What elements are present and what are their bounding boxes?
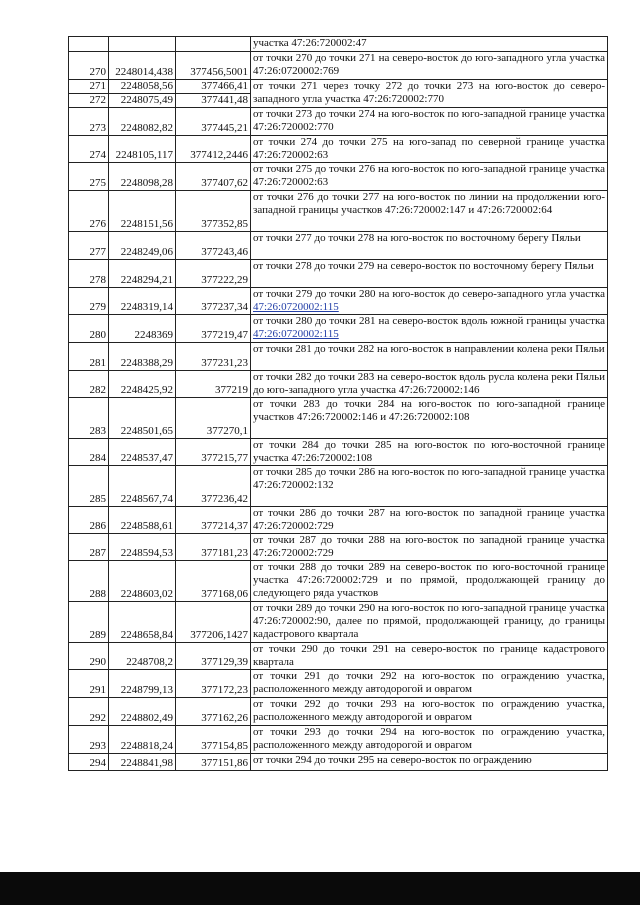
point-number: 275 — [69, 163, 109, 191]
description-text: от точки 278 до точки 279 на северо-восток по восточному берегу Пяльи — [253, 260, 594, 272]
boundary-description — [251, 232, 608, 260]
description-text: участка 47:26:720002:47 — [253, 37, 367, 49]
table-row — [69, 163, 608, 191]
y-coordinate: 377456,5001 — [176, 52, 251, 80]
x-coordinate: 2248014,438 — [109, 52, 176, 80]
point-number: 274 — [69, 136, 109, 163]
x-coordinate: 2248603,02 — [109, 561, 176, 602]
point-number: 272 — [69, 94, 109, 108]
description-text: от точки 293 до точки 294 на юго-восток по ограждению участка, расположенного между автодорогой и оврагом — [253, 726, 605, 751]
y-coordinate: 377222,29 — [176, 260, 251, 288]
point-number: 279 — [69, 288, 109, 315]
description-text: от точки 284 до точки 285 на юго-восток по юго-восточной границе участка 47:26:720002:108 — [253, 439, 605, 464]
description-text: от точки 280 до точки 281 на северо-восток вдоль южной границы участка — [253, 315, 605, 327]
y-coordinate: 377215,77 — [176, 439, 251, 466]
x-coordinate: 2248388,29 — [109, 343, 176, 371]
description-text: от точки 288 до точки 289 на северо-восток по юго-восточной границе участка 47:26:720002:729 и по прямой, продолжающей границу до следующего ряда участков — [253, 561, 605, 599]
y-coordinate: 377162,26 — [176, 698, 251, 726]
x-coordinate: 2248369 — [109, 315, 176, 343]
boundary-description — [251, 439, 608, 466]
description-text: от точки 291 до точки 292 на юго-восток по ограждению участка, расположенного между автодорогой и оврагом — [253, 670, 605, 695]
description-text: от точки 271 через точку 272 до точки 273 на юго-восток до северо-западного угла участка 47:26:720002:770 — [253, 80, 605, 105]
x-coordinate: 2248708,2 — [109, 643, 176, 670]
boundary-description — [251, 37, 608, 52]
y-coordinate: 377445,21 — [176, 108, 251, 136]
cadastral-link[interactable]: 47:26:0720002:115 — [253, 301, 339, 313]
x-coordinate: 2248841,98 — [109, 754, 176, 771]
x-coordinate: 2248105,117 — [109, 136, 176, 163]
y-coordinate: 377214,37 — [176, 507, 251, 534]
boundary-description — [251, 754, 608, 771]
boundary-description — [251, 698, 608, 726]
point-number: 271 — [69, 80, 109, 94]
description-text: от точки 294 до точки 295 на северо-восток по ограждению — [253, 754, 532, 766]
description-text: от точки 286 до точки 287 на юго-восток по западной границе участка 47:26:720002:729 — [253, 507, 605, 532]
table-row — [69, 343, 608, 371]
y-coordinate: 377243,46 — [176, 232, 251, 260]
table-row — [69, 643, 608, 670]
boundary-description — [251, 343, 608, 371]
y-coordinate: 377441,48 — [176, 94, 251, 108]
y-coordinate: 377407,62 — [176, 163, 251, 191]
point-number: 280 — [69, 315, 109, 343]
point-number: 276 — [69, 191, 109, 232]
scan-bottom-edge — [0, 872, 640, 905]
x-coordinate: 2248098,28 — [109, 163, 176, 191]
x-coordinate: 2248799,13 — [109, 670, 176, 698]
point-number: 278 — [69, 260, 109, 288]
boundary-points-table — [68, 36, 608, 771]
boundary-description — [251, 136, 608, 163]
table-row — [69, 37, 608, 52]
table-row — [69, 288, 608, 315]
x-coordinate — [109, 37, 176, 52]
table-row — [69, 439, 608, 466]
boundary-description — [251, 371, 608, 398]
cadastral-link[interactable]: 47:26:0720002:115 — [253, 328, 339, 340]
y-coordinate: 377412,2446 — [176, 136, 251, 163]
description-text: от точки 274 до точки 275 на юго-запад по северной границе участка 47:26:720002:63 — [253, 136, 605, 161]
x-coordinate: 2248082,82 — [109, 108, 176, 136]
table-row — [69, 52, 608, 80]
description-text: от точки 282 до точки 283 на северо-восток вдоль русла колена реки Пяльи до юго-западного угла участка 47:26:720002:146 — [253, 371, 605, 396]
description-text: от точки 276 до точки 277 на юго-восток по линии на продолжении юго-западной границы участков 47:26:720002:147 и 47:26:720002:64 — [253, 191, 605, 216]
y-coordinate: 377466,41 — [176, 80, 251, 94]
description-text: от точки 290 до точки 291 на северо-восток по границе кадастрового квартала — [253, 643, 605, 668]
y-coordinate: 377154,85 — [176, 726, 251, 754]
boundary-description — [251, 191, 608, 232]
boundary-description — [251, 315, 608, 343]
boundary-description — [251, 602, 608, 643]
point-number: 277 — [69, 232, 109, 260]
description-text: от точки 270 до точки 271 на северо-восток до юго-западного угла участка 47:26:0720002:769 — [253, 52, 605, 77]
point-number: 281 — [69, 343, 109, 371]
table-row — [69, 80, 608, 94]
point-number: 283 — [69, 398, 109, 439]
y-coordinate: 377219,47 — [176, 315, 251, 343]
x-coordinate: 2248151,56 — [109, 191, 176, 232]
table-row — [69, 108, 608, 136]
point-number: 273 — [69, 108, 109, 136]
description-text: от точки 281 до точки 282 на юго-восток в направлении колена реки Пяльи — [253, 343, 605, 355]
y-coordinate: 377206,1427 — [176, 602, 251, 643]
y-coordinate: 377181,23 — [176, 534, 251, 561]
boundary-description — [251, 52, 608, 80]
table-row — [69, 191, 608, 232]
description-text: от точки 273 до точки 274 на юго-восток по юго-западной границе участка 47:26:720002:770 — [253, 108, 605, 133]
point-number: 282 — [69, 371, 109, 398]
table-row — [69, 602, 608, 643]
x-coordinate: 2248249,06 — [109, 232, 176, 260]
table-row — [69, 136, 608, 163]
description-text: от точки 277 до точки 278 на юго-восток по восточному берегу Пяльи — [253, 232, 581, 244]
boundary-description — [251, 670, 608, 698]
table-row — [69, 371, 608, 398]
table-row — [69, 232, 608, 260]
point-number: 286 — [69, 507, 109, 534]
x-coordinate: 2248594,53 — [109, 534, 176, 561]
point-number: 290 — [69, 643, 109, 670]
x-coordinate: 2248567,74 — [109, 466, 176, 507]
y-coordinate: 377231,23 — [176, 343, 251, 371]
description-text: от точки 279 до точки 280 на юго-восток до северо-западного угла участка — [253, 288, 605, 300]
boundary-description — [251, 643, 608, 670]
boundary-description — [251, 108, 608, 136]
x-coordinate: 2248425,92 — [109, 371, 176, 398]
table-row — [69, 754, 608, 771]
point-number: 287 — [69, 534, 109, 561]
table-row — [69, 315, 608, 343]
table-row — [69, 507, 608, 534]
y-coordinate: 377236,42 — [176, 466, 251, 507]
y-coordinate: 377168,06 — [176, 561, 251, 602]
y-coordinate: 377270,1 — [176, 398, 251, 439]
point-number: 294 — [69, 754, 109, 771]
description-text: от точки 275 до точки 276 на юго-восток по юго-западной границе участка 47:26:720002:63 — [253, 163, 605, 188]
table-row — [69, 534, 608, 561]
boundary-description — [251, 163, 608, 191]
description-text: от точки 283 до точки 284 на юго-восток по юго-западной границе участков 47:26:720002:146 и 47:26:720002:108 — [253, 398, 605, 423]
table-row — [69, 561, 608, 602]
x-coordinate: 2248075,49 — [109, 94, 176, 108]
table-row — [69, 260, 608, 288]
x-coordinate: 2248058,56 — [109, 80, 176, 94]
table-row — [69, 398, 608, 439]
description-text: от точки 285 до точки 286 на юго-восток по юго-западной границе участка 47:26:720002:132 — [253, 466, 605, 491]
table-body — [69, 37, 608, 771]
y-coordinate: 377219 — [176, 371, 251, 398]
y-coordinate: 377237,34 — [176, 288, 251, 315]
table-row — [69, 466, 608, 507]
boundary-description — [251, 260, 608, 288]
point-number: 288 — [69, 561, 109, 602]
point-number: 292 — [69, 698, 109, 726]
boundary-description — [251, 507, 608, 534]
boundary-description — [251, 726, 608, 754]
table-row — [69, 726, 608, 754]
boundary-description — [251, 288, 608, 315]
x-coordinate: 2248818,24 — [109, 726, 176, 754]
y-coordinate: 377129,39 — [176, 643, 251, 670]
boundary-description — [251, 466, 608, 507]
point-number: 293 — [69, 726, 109, 754]
description-text: от точки 287 до точки 288 на юго-восток по западной границе участка 47:26:720002:729 — [253, 534, 605, 559]
description-text: от точки 289 до точки 290 на юго-восток по юго-западной границе участка 47:26:720002:90, далее по прямой, продолжающей границу, до границы кадастрового квартала — [253, 602, 605, 640]
x-coordinate: 2248501,65 — [109, 398, 176, 439]
point-number: 285 — [69, 466, 109, 507]
table-row — [69, 698, 608, 726]
boundary-description — [251, 80, 608, 108]
boundary-description — [251, 534, 608, 561]
y-coordinate: 377352,85 — [176, 191, 251, 232]
x-coordinate: 2248658,84 — [109, 602, 176, 643]
boundary-description — [251, 398, 608, 439]
x-coordinate: 2248537,47 — [109, 439, 176, 466]
x-coordinate: 2248294,21 — [109, 260, 176, 288]
y-coordinate — [176, 37, 251, 52]
description-text: от точки 292 до точки 293 на юго-восток по ограждению участка, расположенного между автодорогой и оврагом — [253, 698, 605, 723]
point-number: 284 — [69, 439, 109, 466]
y-coordinate: 377151,86 — [176, 754, 251, 771]
y-coordinate: 377172,23 — [176, 670, 251, 698]
boundary-description — [251, 561, 608, 602]
x-coordinate: 2248802,49 — [109, 698, 176, 726]
x-coordinate: 2248319,14 — [109, 288, 176, 315]
x-coordinate: 2248588,61 — [109, 507, 176, 534]
point-number — [69, 37, 109, 52]
point-number: 289 — [69, 602, 109, 643]
point-number: 291 — [69, 670, 109, 698]
table-row — [69, 670, 608, 698]
point-number: 270 — [69, 52, 109, 80]
